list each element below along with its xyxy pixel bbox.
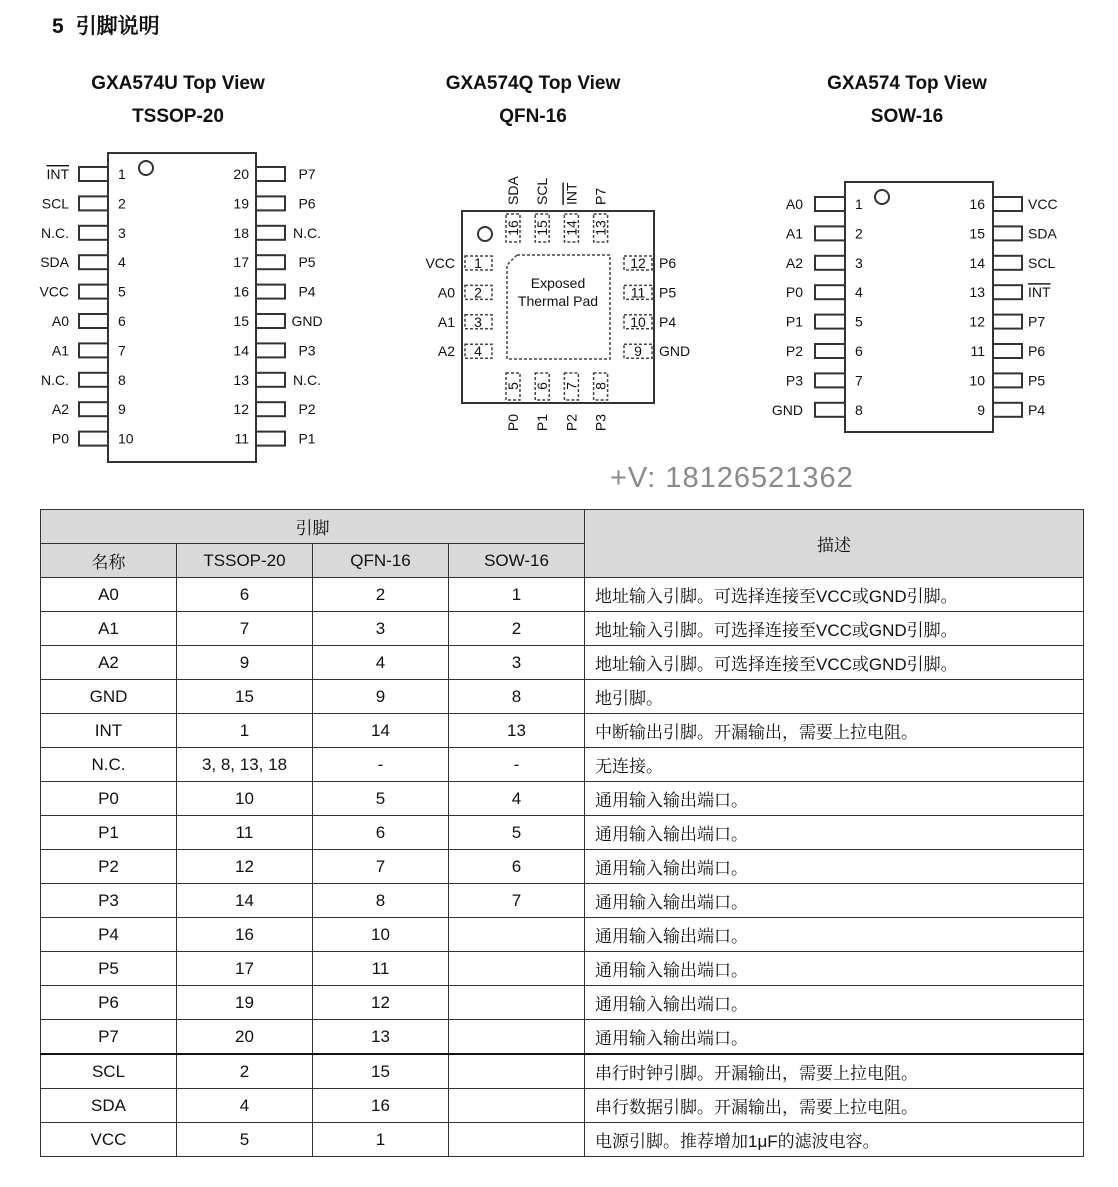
pin bbox=[256, 402, 285, 416]
pin-name: A1 bbox=[41, 612, 177, 646]
pin-description: 通用输入输出端口。 bbox=[585, 986, 1084, 1020]
pin-number: 13 bbox=[592, 220, 609, 236]
pin-label: GND bbox=[771, 401, 803, 418]
column-header: QFN-16 bbox=[313, 544, 449, 578]
pin-label: A2 bbox=[437, 343, 455, 360]
pin-label: P7 bbox=[1028, 313, 1046, 330]
table-row bbox=[41, 714, 1084, 748]
pin-number: 2 bbox=[474, 284, 482, 301]
sow-pin bbox=[449, 1020, 585, 1055]
pin bbox=[993, 373, 1022, 387]
pin-label: A0 bbox=[785, 196, 803, 212]
pin bbox=[256, 255, 285, 269]
pin-description: 中断输出引脚。开漏输出，需要上拉电阻。 bbox=[585, 714, 1084, 748]
column-header: 名称 bbox=[41, 544, 177, 578]
pin-label: SCL bbox=[534, 177, 551, 205]
pin-number: 8 bbox=[855, 401, 863, 418]
pin-number: 15 bbox=[534, 220, 551, 236]
pin bbox=[79, 285, 108, 299]
pin-label: INT bbox=[563, 182, 580, 205]
table-row bbox=[41, 1020, 1084, 1055]
pin-number: 18 bbox=[233, 224, 249, 241]
pin-name: P3 bbox=[41, 884, 177, 918]
pin-number: 12 bbox=[630, 255, 646, 271]
pin-number: 16 bbox=[505, 220, 521, 236]
pin-number: 3 bbox=[118, 224, 126, 241]
pin-number: 5 bbox=[505, 382, 521, 390]
pin bbox=[815, 373, 845, 387]
pin-label: GND bbox=[659, 343, 691, 360]
sow-pin bbox=[449, 1089, 585, 1123]
pin-label: A1 bbox=[437, 313, 455, 330]
tssop-pin: 14 bbox=[177, 884, 313, 918]
table-row bbox=[41, 952, 1084, 986]
pin bbox=[815, 197, 845, 211]
table-row bbox=[41, 850, 1084, 884]
pin-label: P5 bbox=[298, 254, 316, 271]
pin bbox=[993, 256, 1022, 270]
pin bbox=[79, 402, 108, 416]
sow-pin: 13 bbox=[449, 714, 585, 748]
pin-description: 串行时钟引脚。开漏输出，需要上拉电阻。 bbox=[585, 1054, 1084, 1089]
tssop-pin: 16 bbox=[177, 918, 313, 952]
pin-label: VCC bbox=[39, 283, 69, 300]
pin-label: P2 bbox=[563, 414, 580, 432]
pin-number: 10 bbox=[969, 372, 985, 389]
tssop-pin: 15 bbox=[177, 680, 313, 714]
tssop-pin: 3, 8, 13, 18 bbox=[177, 748, 313, 782]
pin-label: P4 bbox=[659, 313, 677, 330]
qfn-pin: 8 bbox=[313, 884, 449, 918]
tssop-pin: 2 bbox=[177, 1054, 313, 1089]
pin bbox=[79, 255, 108, 269]
pin bbox=[256, 285, 285, 299]
pin bbox=[79, 196, 108, 210]
pin-name: A2 bbox=[41, 646, 177, 680]
pin bbox=[993, 226, 1022, 240]
pin-number: 6 bbox=[855, 343, 863, 359]
qfn-pin: 15 bbox=[313, 1054, 449, 1089]
pin-number: 14 bbox=[969, 254, 985, 271]
pin1-marker bbox=[875, 190, 889, 204]
pin-number: 15 bbox=[233, 313, 249, 329]
pin bbox=[993, 285, 1022, 299]
tssop-pin: 19 bbox=[177, 986, 313, 1020]
pin-label: VCC bbox=[425, 255, 455, 271]
table-row bbox=[41, 816, 1084, 850]
pin-number: 17 bbox=[233, 254, 249, 271]
package-name: GXA574 Top View bbox=[827, 73, 987, 94]
pin-description: 通用输入输出端口。 bbox=[585, 782, 1084, 816]
pin-number: 15 bbox=[969, 225, 985, 242]
pin-label: A1 bbox=[785, 225, 803, 242]
pin bbox=[815, 256, 845, 270]
pin-number: 3 bbox=[855, 254, 863, 271]
pin bbox=[79, 226, 108, 240]
pin bbox=[993, 403, 1022, 417]
pin bbox=[815, 315, 845, 329]
pin-label: N.C. bbox=[41, 371, 69, 388]
pin-label: P3 bbox=[592, 414, 609, 432]
qfn-pin: 16 bbox=[313, 1089, 449, 1123]
pin-label: P6 bbox=[1028, 343, 1046, 359]
pin-name: INT bbox=[41, 714, 177, 748]
pinout-diagrams bbox=[0, 0, 1118, 470]
pin-number: 7 bbox=[563, 382, 580, 390]
sow-pin: 2 bbox=[449, 612, 585, 646]
pin-number: 4 bbox=[474, 343, 482, 360]
pin1-marker bbox=[139, 161, 153, 175]
pin-number: 7 bbox=[118, 342, 126, 359]
sow-pin: 8 bbox=[449, 680, 585, 714]
sow-pin: 4 bbox=[449, 782, 585, 816]
pin bbox=[256, 226, 285, 240]
pin-label: VCC bbox=[1028, 196, 1058, 212]
qfn-pin: 4 bbox=[313, 646, 449, 680]
pin-description: 通用输入输出端口。 bbox=[585, 884, 1084, 918]
qfn-pin: 10 bbox=[313, 918, 449, 952]
table-row bbox=[41, 1054, 1084, 1089]
pin-label: P1 bbox=[534, 414, 551, 432]
column-header: TSSOP-20 bbox=[177, 544, 313, 578]
tssop-pin: 12 bbox=[177, 850, 313, 884]
qfn-pin: 11 bbox=[313, 952, 449, 986]
pin-number: 12 bbox=[969, 313, 985, 330]
pin-name: P6 bbox=[41, 986, 177, 1020]
pin-label: P2 bbox=[785, 343, 803, 359]
pin-label: INT bbox=[1028, 284, 1051, 301]
sow-pin: 7 bbox=[449, 884, 585, 918]
pin-name: A0 bbox=[41, 578, 177, 612]
pin bbox=[79, 343, 108, 357]
table-row bbox=[41, 1089, 1084, 1123]
pin-label: P5 bbox=[659, 284, 677, 301]
pin-label: SDA bbox=[1028, 225, 1057, 242]
pin bbox=[256, 314, 285, 328]
pin-name: P0 bbox=[41, 782, 177, 816]
pin-label: P4 bbox=[298, 283, 316, 300]
tssop-pin: 10 bbox=[177, 782, 313, 816]
qfn-pin: 12 bbox=[313, 986, 449, 1020]
tssop-pin: 4 bbox=[177, 1089, 313, 1123]
sow-pin: 6 bbox=[449, 850, 585, 884]
table-row bbox=[41, 646, 1084, 680]
sow-pin bbox=[449, 952, 585, 986]
pin-number: 11 bbox=[630, 284, 646, 301]
pin-name: VCC bbox=[41, 1123, 177, 1157]
pin-number: 7 bbox=[855, 372, 863, 389]
tssop-pin: 1 bbox=[177, 714, 313, 748]
table-row bbox=[41, 1123, 1084, 1157]
pin-name: P7 bbox=[41, 1020, 177, 1055]
pin-number: 8 bbox=[118, 371, 126, 388]
pin-table bbox=[40, 509, 1084, 1157]
package-name: GXA574U Top View bbox=[91, 73, 265, 94]
thermal-pad-label: Exposed bbox=[530, 275, 586, 291]
pin-name: SDA bbox=[41, 1089, 177, 1123]
qfn-pin: 3 bbox=[313, 612, 449, 646]
desc-header: 描述 bbox=[585, 510, 1084, 578]
pin-label: P0 bbox=[51, 430, 69, 447]
pin-number: 10 bbox=[630, 313, 646, 330]
pin-number: 14 bbox=[233, 342, 249, 359]
pin bbox=[815, 226, 845, 240]
pin-number: 9 bbox=[634, 343, 642, 360]
pin-number: 4 bbox=[118, 254, 126, 271]
qfn-pin: 1 bbox=[313, 1123, 449, 1157]
package-type: TSSOP-20 bbox=[132, 106, 224, 127]
pin-number: 2 bbox=[118, 195, 126, 212]
pin-label: N.C. bbox=[293, 224, 321, 241]
thermal-pad-label: Thermal Pad bbox=[517, 293, 599, 309]
section-title: 引脚说明 bbox=[75, 15, 160, 38]
pin-label: A2 bbox=[51, 401, 69, 418]
pin-label: SDA bbox=[505, 176, 521, 205]
pin-name: GND bbox=[41, 680, 177, 714]
pin bbox=[79, 314, 108, 328]
package-type: QFN-16 bbox=[499, 106, 567, 127]
pin-number: 13 bbox=[233, 371, 249, 388]
pin-number: 20 bbox=[233, 166, 249, 182]
sow-pin: 5 bbox=[449, 816, 585, 850]
sow-pin bbox=[449, 986, 585, 1020]
pin-description: 地引脚。 bbox=[585, 680, 1084, 714]
pin-number: 1 bbox=[855, 196, 863, 212]
pin-label: P0 bbox=[505, 414, 521, 432]
package-type: SOW-16 bbox=[870, 106, 944, 127]
pin bbox=[79, 432, 108, 446]
sow-pin bbox=[449, 1054, 585, 1089]
pin-name: P4 bbox=[41, 918, 177, 952]
qfn-pin: 6 bbox=[313, 816, 449, 850]
pin-label: N.C. bbox=[293, 371, 321, 388]
pin bbox=[79, 167, 108, 181]
pin-label: A1 bbox=[51, 342, 69, 359]
pin-number: 11 bbox=[970, 343, 985, 359]
pin-label: P0 bbox=[785, 284, 803, 301]
pin-number: 9 bbox=[118, 401, 126, 418]
column-header: SOW-16 bbox=[449, 544, 585, 578]
pin-number: 6 bbox=[534, 382, 551, 390]
pin-number: 1 bbox=[118, 166, 126, 182]
tssop-pin: 5 bbox=[177, 1123, 313, 1157]
pin-number: 12 bbox=[233, 401, 249, 418]
pin-number: 19 bbox=[233, 195, 249, 212]
pin-number: 5 bbox=[118, 283, 126, 300]
table-row bbox=[41, 748, 1084, 782]
pin-label: P3 bbox=[785, 372, 803, 389]
sow-pin: - bbox=[449, 748, 585, 782]
tssop-pin: 7 bbox=[177, 612, 313, 646]
sow-pin bbox=[449, 1123, 585, 1157]
pin-number: 14 bbox=[563, 220, 580, 236]
tssop-pin: 17 bbox=[177, 952, 313, 986]
table-row bbox=[41, 680, 1084, 714]
table-row bbox=[41, 884, 1084, 918]
pin-label: P6 bbox=[298, 195, 316, 212]
pin-number: 5 bbox=[855, 313, 863, 330]
table-row bbox=[41, 782, 1084, 816]
pin bbox=[815, 285, 845, 299]
pin-number: 13 bbox=[969, 284, 985, 301]
pin-description: 电源引脚。推荐增加1μF的滤波电容。 bbox=[585, 1123, 1084, 1157]
pin bbox=[256, 343, 285, 357]
pin-description: 通用输入输出端口。 bbox=[585, 850, 1084, 884]
pin-description: 通用输入输出端口。 bbox=[585, 816, 1084, 850]
pin-label: N.C. bbox=[41, 224, 69, 241]
tssop-pin: 11 bbox=[177, 816, 313, 850]
pin-number: 3 bbox=[474, 313, 482, 330]
pin-label: P3 bbox=[298, 342, 316, 359]
pin-description: 通用输入输出端口。 bbox=[585, 1020, 1084, 1055]
sow-pin: 1 bbox=[449, 578, 585, 612]
ic-body bbox=[845, 182, 993, 432]
qfn-pin: 14 bbox=[313, 714, 449, 748]
pin-description: 通用输入输出端口。 bbox=[585, 918, 1084, 952]
sow-pin bbox=[449, 918, 585, 952]
table-row bbox=[41, 918, 1084, 952]
pin bbox=[815, 344, 845, 358]
pin-label: P1 bbox=[298, 430, 316, 447]
pin bbox=[993, 315, 1022, 329]
pin-number: 11 bbox=[234, 430, 249, 447]
watermark: +V: 18126521362 bbox=[610, 462, 854, 494]
pin-name: P2 bbox=[41, 850, 177, 884]
pin-number: 8 bbox=[592, 382, 609, 390]
pin bbox=[256, 196, 285, 210]
table-row bbox=[41, 986, 1084, 1020]
pin-description: 通用输入输出端口。 bbox=[585, 952, 1084, 986]
pin-label: P5 bbox=[1028, 372, 1046, 389]
pin-number: 10 bbox=[118, 430, 134, 447]
pin bbox=[993, 344, 1022, 358]
pin-name: P5 bbox=[41, 952, 177, 986]
qfn-pin: 7 bbox=[313, 850, 449, 884]
pin-name: SCL bbox=[41, 1054, 177, 1089]
pin-label: P6 bbox=[659, 255, 677, 271]
pin-description: 串行数据引脚。开漏输出，需要上拉电阻。 bbox=[585, 1089, 1084, 1123]
pin-number: 1 bbox=[474, 255, 482, 271]
pin-label: A0 bbox=[51, 313, 69, 329]
pin-label: P1 bbox=[785, 313, 803, 330]
table-row bbox=[41, 612, 1084, 646]
pin-description: 地址输入引脚。可选择连接至VCC或GND引脚。 bbox=[585, 578, 1084, 612]
pin bbox=[815, 403, 845, 417]
pin-label: INT bbox=[46, 166, 69, 182]
qfn-pin: - bbox=[313, 748, 449, 782]
tssop-pin: 6 bbox=[177, 578, 313, 612]
pin bbox=[256, 432, 285, 446]
pin-label: A2 bbox=[785, 254, 803, 271]
pin-number: 16 bbox=[969, 196, 985, 212]
pin-number: 2 bbox=[855, 225, 863, 242]
pin1-marker bbox=[478, 227, 492, 241]
pin-number: 16 bbox=[233, 283, 249, 300]
pin-label: SCL bbox=[1028, 254, 1056, 271]
section-number: 5 bbox=[52, 15, 64, 38]
pin bbox=[256, 167, 285, 181]
pin bbox=[256, 373, 285, 387]
pin-label: SDA bbox=[40, 254, 69, 271]
qfn-pin: 5 bbox=[313, 782, 449, 816]
pin-label: P7 bbox=[298, 166, 316, 182]
pin-label: P7 bbox=[592, 187, 609, 205]
pin-label: P2 bbox=[298, 401, 316, 418]
package-name: GXA574Q Top View bbox=[445, 73, 621, 94]
pin-description: 地址输入引脚。可选择连接至VCC或GND引脚。 bbox=[585, 612, 1084, 646]
group-header: 引脚 bbox=[41, 510, 585, 544]
pin-number: 4 bbox=[855, 284, 863, 301]
pin-label: GND bbox=[291, 313, 323, 329]
table-row bbox=[41, 578, 1084, 612]
pin-label: A0 bbox=[437, 284, 455, 301]
qfn-pin: 13 bbox=[313, 1020, 449, 1055]
pin-name: N.C. bbox=[41, 748, 177, 782]
sow-pin: 3 bbox=[449, 646, 585, 680]
qfn-pin: 9 bbox=[313, 680, 449, 714]
pin-label: P4 bbox=[1028, 401, 1046, 418]
pin bbox=[79, 373, 108, 387]
pin-description: 无连接。 bbox=[585, 748, 1084, 782]
pin bbox=[993, 197, 1022, 211]
pin-number: 9 bbox=[977, 401, 985, 418]
tssop-pin: 20 bbox=[177, 1020, 313, 1055]
pin-label: SCL bbox=[41, 195, 69, 212]
pin-number: 6 bbox=[118, 313, 126, 329]
pin-name: P1 bbox=[41, 816, 177, 850]
qfn-pin: 2 bbox=[313, 578, 449, 612]
pin-description: 地址输入引脚。可选择连接至VCC或GND引脚。 bbox=[585, 646, 1084, 680]
tssop-pin: 9 bbox=[177, 646, 313, 680]
